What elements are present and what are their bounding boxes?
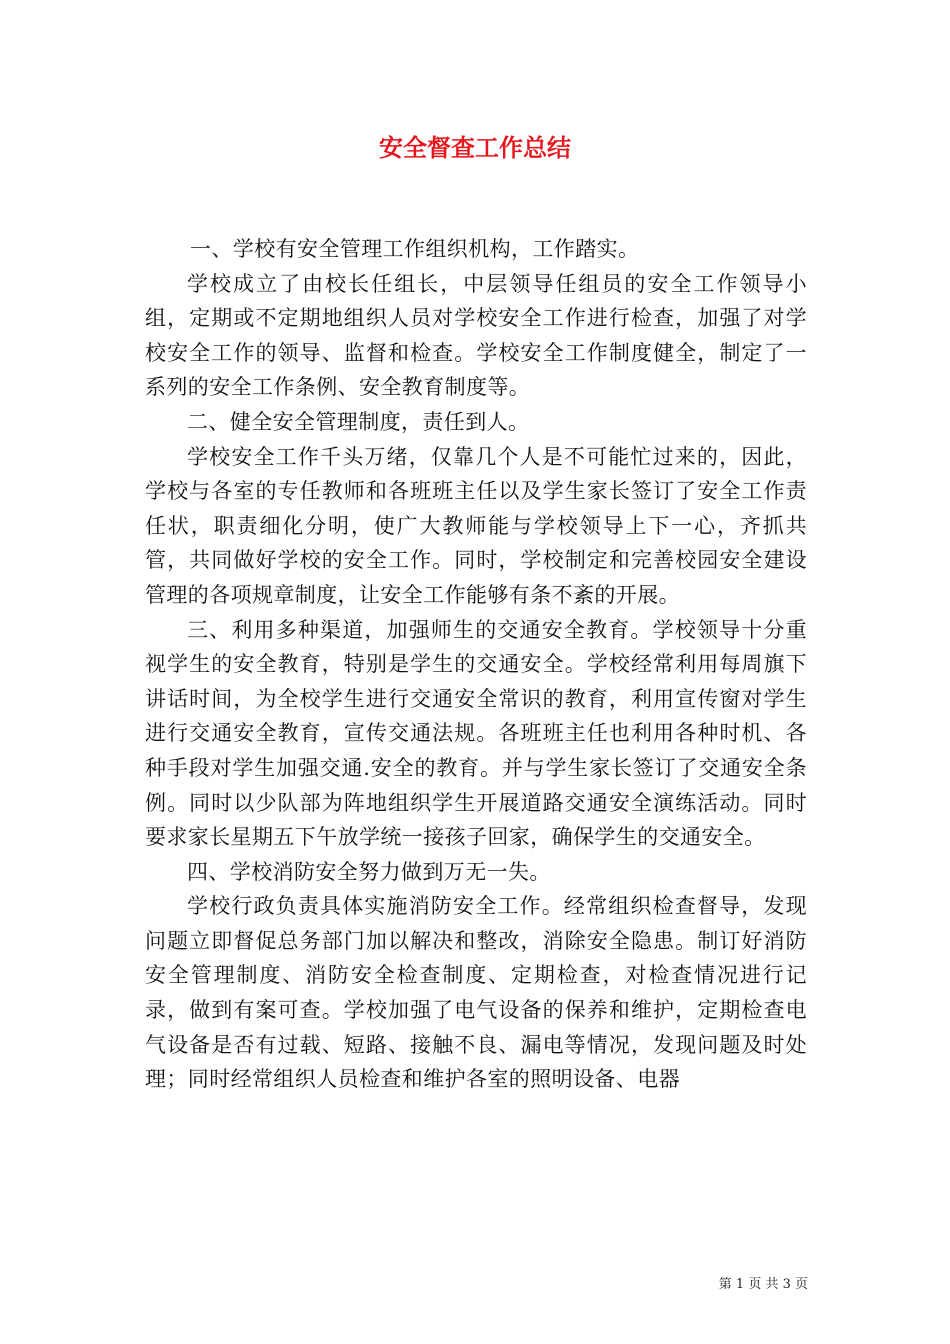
document-body xyxy=(145,232,807,1097)
section-heading-4: 四、学校消防安全努力做到万无一失。 xyxy=(187,859,551,884)
page-title: 安全督查工作总结 xyxy=(379,133,571,162)
section-heading-1: 一、学校有安全管理工作组织机构，工作踏实。 xyxy=(190,237,640,261)
section-heading-2: 二、健全安全管理制度，责任到人。 xyxy=(187,409,530,434)
paragraph-3: 三、利用多种渠道，加强师生的交通安全教育。学校领导十分重视学生的安全教育，特别是学生的交通安全。学校经常利用每周旗下讲话时间，为全校学生进行交通安全常识的教育，利用宣传窗对学生进行交通安全教育，宣传交通法规。各班班主任也利用各种时机、各种手段对学生加强交通.安全的教育。并与学生家长签订了交通安全条例。同时以少队部为阵地组织学生开展道路交通安全演练活动。同时要求家长星期五下午放学统一接孩子回家，确保学生的交通安全。 xyxy=(145,617,807,850)
paragraph-4: 学校行政负责具体实施消防安全工作。经常组织检查督导，发现问题立即督促总务部门加以解决和整改，消除安全隐患。制订好消防安全管理制度、消防安全检查制度、定期检查，对检查情况进行记录，做到有案可查。学校加强了电气设备的保养和维护，定期检查电气设备是否有过载、短路、接触不良、漏电等情况，发现问题及时处理；同时经常组织人员检查和维护各室的照明设备、电器 xyxy=(145,894,807,1092)
page-number: 第 1 页 共 3 页 xyxy=(718,1277,808,1292)
paragraph-2: 学校安全工作千头万绪，仅靠几个人是不可能忙过来的，因此，学校与各室的专任教师和各班班主任以及学生家长签订了安全工作责任状，职责细化分明，使广大教师能与学校领导上下一心，齐抓共管，共同做好学校的安全工作。同时，学校制定和完善校园安全建设管理的各项规章制度，让安全工作能够有条不紊的开展。 xyxy=(145,444,807,607)
paragraph-1: 学校成立了由校长任组长，中层领导任组员的安全工作领导小组，定期或不定期地组织人员对学校安全工作进行检查，加强了对学校安全工作的领导、监督和检查。学校安全工作制度健全，制定了一系列的安全工作条例、安全教育制度等。 xyxy=(145,271,807,400)
